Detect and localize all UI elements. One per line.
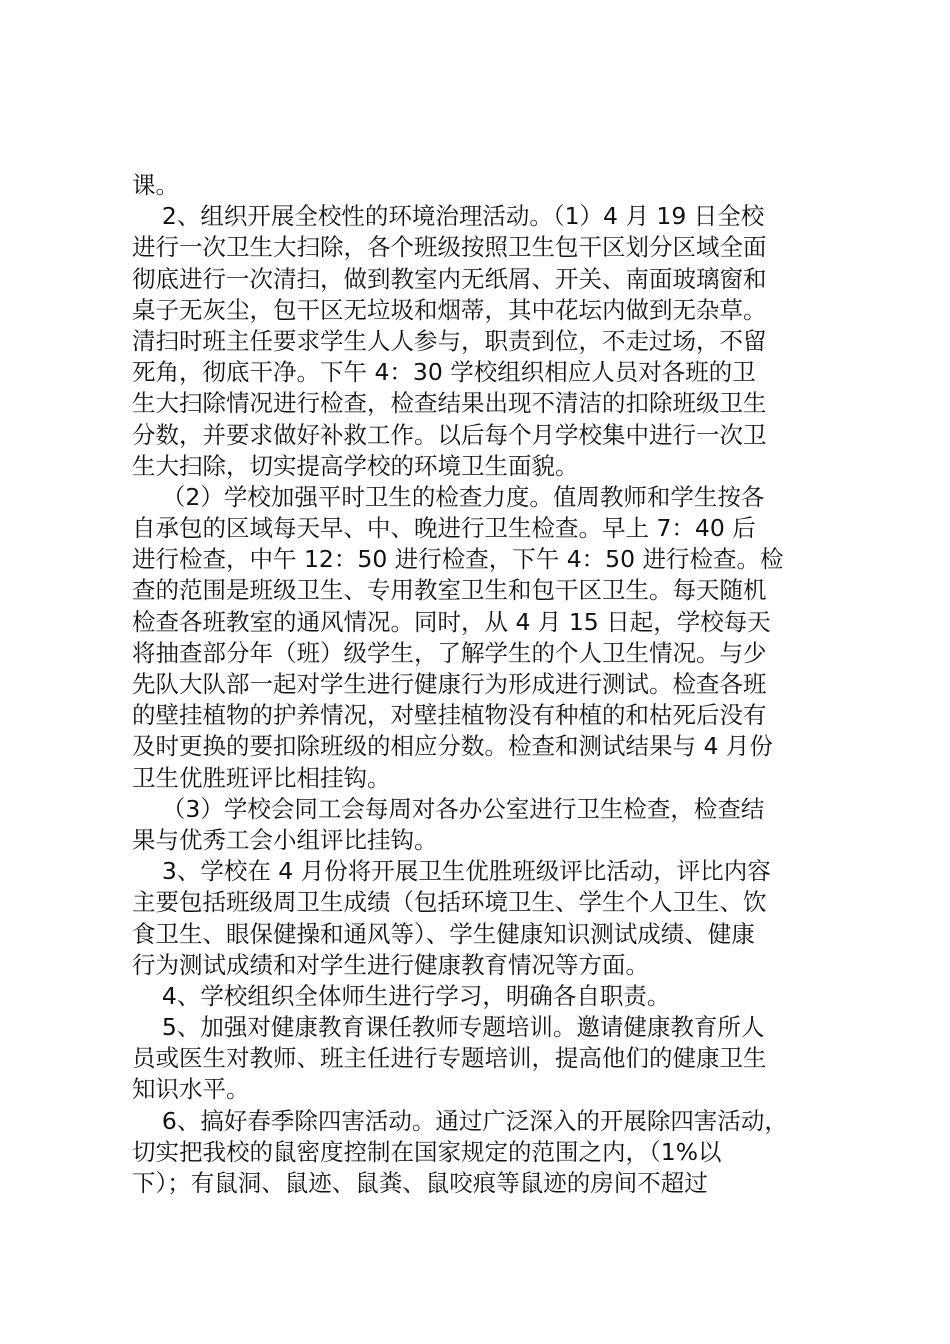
- text-line: 生大扫除情况进行检查，检查结果出现不清洁的扣除班级卫生: [132, 389, 767, 418]
- text-line: 4、学校组织全体师生进行学习，明确各自职责。: [132, 981, 671, 1010]
- text-line: 清扫时班主任要求学生人人参与，职责到位，不走过场，不留: [132, 326, 767, 355]
- text-line: 的壁挂植物的护养情况，对壁挂植物没有种植的和枯死后没有: [132, 701, 767, 730]
- text-line: 检查各班教室的通风情况。同时，从 4 月 15 日起，学校每天: [132, 607, 771, 636]
- text-line: 员或医生对教师、班主任进行专题培训，提高他们的健康卫生: [132, 1044, 767, 1073]
- text-line: 先队大队部一起对学生进行健康行为形成进行测试。检查各班: [132, 670, 767, 698]
- text-line: 自承包的区域每天早、中、晚进行卫生检查。早上 7：40 后: [132, 514, 756, 543]
- text-line: 分数，并要求做好补救工作。以后每个月学校集中进行一次卫: [132, 420, 767, 449]
- document-body: [132, 170, 832, 1199]
- text-line: 知识水平。: [132, 1075, 250, 1104]
- text-line: 课。: [132, 171, 179, 199]
- text-line: 生大扫除，切实提高学校的环境卫生面貌。: [132, 451, 579, 480]
- text-line: 下）；有鼠洞、鼠迹、鼠粪、鼠咬痕等鼠迹的房间不超过: [132, 1169, 708, 1197]
- text-line: 进行一次卫生大扫除，各个班级按照卫生包干区划分区域全面: [132, 233, 767, 262]
- text-line: 查的范围是班级卫生、专用教室卫生和包干区卫生。每天随机: [132, 576, 767, 605]
- text-line: 切实把我校的鼠密度控制在国家规定的范围之内，（1%以: [132, 1137, 722, 1166]
- text-line: 及时更换的要扣除班级的相应分数。检查和测试结果与 4 月份: [132, 732, 773, 761]
- text-line: 2、组织开展全校性的环境治理活动。（1）4 月 19 日全校: [132, 202, 765, 231]
- text-line: 死角，彻底干净。下午 4：30 学校组织相应人员对各班的卫: [132, 358, 756, 387]
- text-line: 行为测试成绩和对学生进行健康教育情况等方面。: [132, 950, 649, 979]
- text-line: 桌子无灰尘，包干区无垃圾和烟蒂，其中花坛内做到无杂草。: [132, 295, 767, 324]
- text-line: 3、学校在 4 月份将开展卫生优胜班级评比活动，评比内容: [132, 857, 771, 886]
- text-line: 将抽查部分年（班）级学生，了解学生的个人卫生情况。与少: [132, 638, 767, 667]
- text-line: 果与优秀工会小组评比挂钩。: [132, 825, 438, 854]
- text-line: 主要包括班级周卫生成绩（包括环境卫生、学生个人卫生、饮: [132, 888, 767, 917]
- text-line: （3）学校会同工会每周对各办公室进行卫生检查，检查结: [132, 794, 765, 823]
- text-line: （2）学校加强平时卫生的检查力度。值周教师和学生按各: [132, 482, 765, 511]
- text-line: 5、加强对健康教育课任教师专题培训。邀请健康教育所人: [132, 1013, 765, 1042]
- text-line: 进行检查，中午 12：50 进行检查，下午 4：50 进行检查。检: [132, 545, 784, 574]
- text-line: 卫生优胜班评比相挂钩。: [132, 763, 391, 792]
- text-line: 食卫生、眼保健操和通风等）、学生健康知识测试成绩、健康: [132, 919, 755, 948]
- text-line: 6、搞好春季除四害活动。通过广泛深入的开展除四害活动，: [132, 1106, 788, 1135]
- text-line: 彻底进行一次清扫，做到教室内无纸屑、开关、南面玻璃窗和: [132, 264, 767, 293]
